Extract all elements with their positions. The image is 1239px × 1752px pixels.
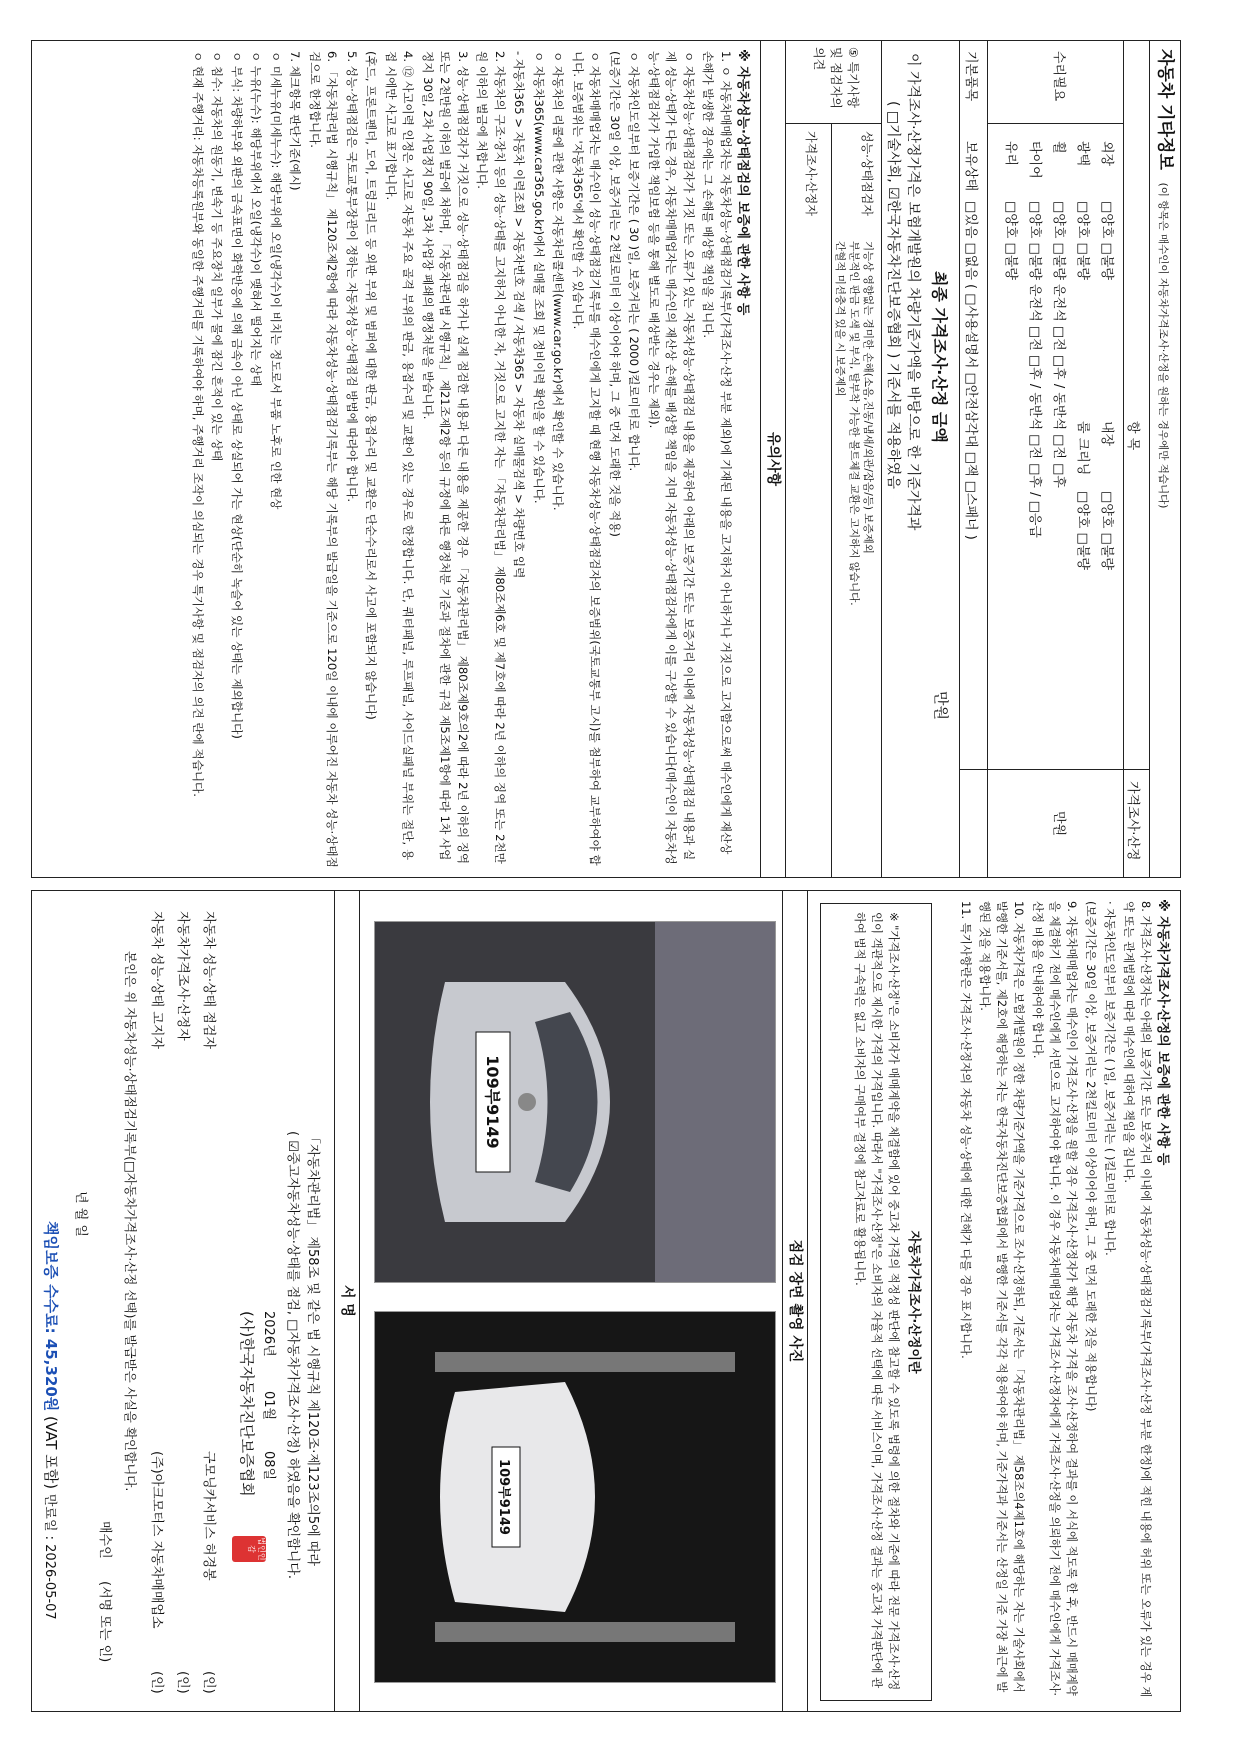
other-info-titlebar bbox=[1149, 41, 1180, 877]
rear-photo bbox=[374, 1311, 776, 1683]
front-photo bbox=[374, 921, 776, 1283]
notice-item: ㅇ 자동차매매업자는 매수인이 성능·상태점검기록부를 매수인에게 고지할 때 현행 자동차성능·상태점검자의 보증범위(국토교통부 고시)를 첨부하여 교부하여야 합니다. 보증범위는 '자동차365'에서 확인할 수 있습니다. bbox=[571, 51, 603, 866]
notice-item: ㅇ 현재 주행거리: 자동차등록원부와 동일한 주행거리를 기록하여야 하며, 주행거리 조작이 의심되는 경우 특기사항 및 점검자의 의견 란에 적습니다. bbox=[191, 51, 205, 797]
notifier-sign[interactable]: (인) bbox=[149, 1671, 164, 1694]
divider bbox=[786, 123, 882, 124]
rear-car-image bbox=[375, 1312, 775, 1682]
front-car-image bbox=[375, 922, 775, 1282]
special-inspector-label: 성능·상태점검자 bbox=[860, 131, 874, 216]
notice-item: ㅇ 자동차365(www.car365.go.kr)에서 실매물 조회 및 정비이력 확인을 할 수 있습니다. bbox=[532, 51, 546, 504]
org-seal-stamp: 법인인감 bbox=[232, 1536, 266, 1562]
receipt-text[interactable]: 본인은 위 자동차성능·상태점검기록부(□자동차가격조사·산정 선택)를 발급받은 사실을 확인합니다. bbox=[123, 951, 138, 1492]
notice-section: ※ 자동차성능·상태점검의 보증에 관한 사항 등 bbox=[735, 49, 750, 316]
notice-item: - 자동차365 > 자동차 이력조회 > 자동차번호 검색 / 자동차365 > 자동차 실매물검색 > 차량번호 입력 bbox=[512, 51, 527, 579]
other-info-title: 자동차 기타정보 bbox=[1155, 49, 1175, 170]
basis-options[interactable]: ( □기술사회, ☑한국자동차진단보증협회 ) 기준서를 적용하였음 bbox=[885, 101, 901, 489]
divider bbox=[831, 123, 832, 877]
notice-item: 3. 성능·상태점검자가 거짓으로 성능·상태점검을 하거나 실제 점검한 내용과 다른 내용을 제공한 경우 「자동차관리법」 제80조제9호의2에 따라 2년 이하의 징역 또는 2천만원 이하의 벌금에 처하며, 「자동차관리법 시행규칙」 제21조제2항 등의 규정에 따른 행정처분 기준과 절차에 관한 규칙 제5조제1항에 따라 1차 사업정지 30일, 2차 사업정지 90일, 3차 사업장 폐쇄의 행정처분을 받습니다. bbox=[421, 51, 470, 865]
price-column-header: 가격조사·산정 bbox=[1125, 781, 1140, 861]
repair-row-cleaning-options[interactable]: □양호 □불량 bbox=[1075, 491, 1090, 570]
appraisal-notice-text: ※ "가격조사·산정"은 소비자가 매매계약을 체결함에 있어 중고차 가격의 적정성 판단에 참고할 수 있도록 법령에 의한 절차와 기준에 따라 전문 가격조사·산정인이 객관적으로 제시한 가격의 가격입니다. 따라서 "가격조사·산정"은 소비자의 자율적 선택에 따른 서비스이며, 가격조사·산정 결과는 중고차 가격판단에 관하여 법적 구속력은 없고 소비자의 구매여부 결정에 참고자료로 활용됩니다. bbox=[853, 912, 901, 1691]
notice-item: 4. ⑫ 사고이력 인정은 사고로 자동차 주요 골격 부위의 판금, 용접수리 및 교환이 있는 경우로 한정합니다. 단, 쿼터패널, 루프패널, 사이드실패널 부위는 절단, 용접 시에만 사고로 표기합니다. bbox=[384, 51, 416, 861]
notice-item: ㅇ 침수: 자동차의 원동기, 변속기 등 주요장치 일부가 물에 잠긴 흔적이 있는 상태 bbox=[210, 51, 225, 462]
law-text: 「자동차관리법」 제58조 및 같은 법 시행규칙 제120조·제123조의5에 따라 bbox=[305, 1131, 320, 1566]
appraisal-items bbox=[955, 901, 1154, 1701]
repair-row-glass-options[interactable]: □양호 □불량 bbox=[1003, 201, 1018, 280]
notice-item: 1. ㅇ 자동차매매업자는 자동차성능·상태점검기록부(가격조사·산정 부분 제외)에 기재된 내용을 고지하지 아니하거나 거짓으로 고지함으로써 매수인에게 재산상 손해가 발생한 경우에는 그 손해를 배상할 책임을 집니다. bbox=[701, 51, 733, 855]
buyer-label: 매수인 bbox=[97, 1521, 112, 1559]
repair-row-glass-label: 유리 bbox=[1003, 141, 1018, 167]
repair-row-exterior-label: 외장 bbox=[1099, 141, 1114, 167]
divider bbox=[881, 41, 882, 877]
fee-vat: (VAT 포함) bbox=[42, 1416, 60, 1490]
appraisal-notice-box bbox=[820, 903, 932, 1701]
repair-row-interior-options[interactable]: □양호 □불량 bbox=[1099, 491, 1114, 570]
other-info-note: (이 항목은 매수인이 자동차가격조사·산정을 원하는 경우에만 적습니다) bbox=[1157, 182, 1169, 509]
notice-item: ㅇ 미세누유(미세누수): 해당부위에 오일(냉각수)이 비치는 정도로서 부품 노후로 인한 현상 bbox=[269, 51, 283, 510]
inspector-name: 구모닝카서비스 허경봉 bbox=[201, 1451, 216, 1581]
repair-row-polish-label: 광택 bbox=[1075, 141, 1090, 167]
notifier-label: 자동차 성능·상태 고지자 bbox=[149, 911, 164, 1049]
divider bbox=[960, 769, 1150, 770]
confirm-text[interactable]: ( ☑중고자동차성능·상태를 점검, □자동차가격조사·산정) 하였음을 확인합니다. bbox=[285, 1131, 300, 1580]
appraisal-item: 9. 자동차매매업자는 매수인이 가격조사·산정을 원할 경우 가격조사·산정자가 해당 자동차 가격을 조사·산정하여 결과를 이 서식에 적도록 한 후, 반드시 매매계약을 체결하기 전에 매수인에게 서면으로 고지하여야 합니다. 이 경우 자동차매매업자는 가격조사·산정자에게 가격조사·산정을 의뢰하기 전에 매수인에게 가격조사·산정 비용을 안내하여야 합니다. bbox=[1031, 901, 1079, 1697]
repair-group-label: 수리필요 bbox=[1051, 51, 1066, 102]
final-price-label: 최종 가격조사·산정 금액 bbox=[930, 271, 949, 443]
receipt-date: 년 월 일 bbox=[73, 1191, 88, 1237]
date-day: 08일 bbox=[261, 1451, 276, 1481]
repair-row-polish-options[interactable]: □양호 □불량 bbox=[1075, 201, 1090, 280]
buyer-sign[interactable]: (서명 또는 인) bbox=[97, 1581, 112, 1663]
appraisal-item: (보증기간은 30일 이상, 보증거리는 2천킬로미터 이상이어야 하며, 그 중 먼저 도래한 것을 적용합니다) bbox=[1084, 901, 1098, 1412]
repair-row-wheel-label: 휠 bbox=[1051, 141, 1066, 154]
notice-item: 6. 「자동차관리법 시행규칙」 제120조제2항에 따라 자동차성능·상태점검기록부는 해당 기록부의 발급일을 기준으로 120일 이내에 이루어진 자동차 성능·상태점검으로 한정합니다. bbox=[308, 51, 340, 868]
inspector-sign[interactable]: (인) bbox=[201, 1671, 216, 1694]
fee-line bbox=[41, 1221, 62, 1620]
items-column-header: 항 목 bbox=[1125, 421, 1140, 451]
notice-item: 5. 성능·상태점검은 국토교통부장관이 정하는 자동차성능·상태점검 방법에 따라야 합니다. bbox=[345, 51, 359, 503]
front-plate: 109부9149 bbox=[483, 1055, 502, 1149]
notice-item: (보증기간은 30일 이상, 보증거리는 2천킬로미터 이상이어야 하며, 그 중 먼저 도래한 것을 적용) bbox=[608, 51, 622, 537]
notice-list bbox=[187, 51, 735, 869]
appraiser-sign[interactable]: (인) bbox=[175, 1671, 190, 1694]
fee-amount: 책임보증 수수료: 45,320원 bbox=[42, 1221, 60, 1412]
basic-row-label: 보유상태 bbox=[963, 141, 978, 192]
notice-item: ㅇ 누유(누수): 해당부위에서 오일(냉각수)이 맺혀서 떨어지는 상태 bbox=[249, 51, 264, 387]
repair-row-wheel-options[interactable]: □양호 □불량 운전석 □전 □후 / 동반석 □전 □후 bbox=[1051, 201, 1066, 488]
date-year: 2026년 bbox=[261, 1311, 276, 1357]
appraisal-section: ※ 자동차가격조사·산정의 보증에 관한 사항 등 bbox=[1155, 899, 1170, 1166]
repair-row-interior-label: 내장 bbox=[1099, 421, 1114, 447]
repair-row-tire-options[interactable]: □양호 □불량 운전석 □전 □후 / 동반석 □전 □후 / □응급 bbox=[1027, 201, 1042, 538]
repair-row-exterior-options[interactable]: □양호 □불량 bbox=[1099, 201, 1114, 280]
notice-item: 7. 체크항목 판단기준(예시) bbox=[288, 51, 303, 191]
rear-plate: 109부9149 bbox=[496, 1459, 511, 1535]
appraisal-item: 8. 가격조사·산정자는 아래의 보증기간 또는 보증거리 이내에 자동차성능·상태점검기록부(가격조사·산정 부분 한정)에 적힌 내용에 허위 또는 오류가 있는 경우 계약 또는 관계법령에 따라 매수인에 대하여 책임을 집니다. bbox=[1122, 901, 1153, 1698]
divider bbox=[959, 41, 960, 877]
special-appraiser-label: 가격조사·산정자 bbox=[804, 131, 818, 216]
appraisal-item: · 자동차인도일부터 보증기간은 ( )일, 보증거리는 ( )킬로미터로 합니다. bbox=[1103, 901, 1117, 1256]
basic-row-options[interactable]: □있음 □없음 ( □사용설명서 □안전삼각대 □잭 □스패너 ) bbox=[963, 201, 978, 540]
inspector-label: 자동차 성능·상태 점검자 bbox=[201, 911, 216, 1049]
notice-item: ㅇ 자동차인도일부터 보증기간은 ( 30 )일, 보증거리는 ( 2000 )킬로미터로 합니다. bbox=[627, 51, 642, 472]
other-info-panel bbox=[31, 40, 1181, 878]
notice-item: ㅇ 자동차의 리콜에 관한 사항은 자동차리콜센터(www.car.go.kr)에서 확인할 수 있습니다. bbox=[551, 51, 566, 511]
divider bbox=[987, 41, 988, 877]
notice-item: (후드, 프론트펜더, 도어, 트렁크리드 등 외판 부위 및 범퍼에 대한 판금, 용접수리 및 교환은 단순수리로서 사고에 포함되지 않습니다) bbox=[364, 51, 379, 720]
notice-item: ㅇ 부식: 차량하부와 외판의 금속표면이 화학반응에 의해 금속이 아닌 상태로 상실되어 가는 현상(단순히 녹슬어 있는 상태는 제외합니다) bbox=[230, 51, 244, 739]
special-notes-label: ⑤ 특기사항 및 점검자의 의견 bbox=[812, 47, 860, 109]
price-unit: 만원 bbox=[1051, 811, 1066, 837]
sign-heading: 서 명 bbox=[334, 891, 360, 1711]
divider bbox=[1123, 41, 1124, 877]
fee-expiry: 만료일 : 2026-05-07 bbox=[42, 1493, 57, 1620]
basis-text: 이 가격조사·산정가격은 보험개발원의 차량기준가액을 바탕으로 한 기준가격과 bbox=[905, 53, 921, 531]
repair-row-tire-label: 타이어 bbox=[1027, 141, 1042, 179]
date-month: 01월 bbox=[261, 1391, 276, 1421]
appraisal-panel bbox=[31, 890, 1181, 1712]
appraisal-item: 10. 자동차가격은 보험개발원이 정한 차량기준가액을 기준가격으로 조사·산정하되, 기준서는 「자동차관리법」 제58조의4제1호에 해당하는 자는 기술사회에서 발행한 기준서를, 제2호에 해당하는 자는 한국자동차진단보증협회에서 발행한 기준서를 각각 적용하여야 하며, 기준가격과 기준서는 산정일 기준 가장 최근에 발행된 것을 적용합니다. bbox=[978, 901, 1026, 1693]
notice-item: ㅇ 자동차성능·상태점검자가 거짓 또는 오류가 있는 자동차성능·상태점검 내용을 제공하여 아래의 보증기간 또는 보증거리 이내에 자동차성능·상태점검 내용과 실제 성능·상태가 다른 경우, 자동차매매업자는 매수인의 재산상 손해를 배상할 책임을 지며 자동차성능·상태점검자에게 이를 구상할 수 있습니다(매수인이 자동차성능·상태점검자가 가입한 책임보험 등을 통해 별도로 배상받는 경우는 제외). bbox=[647, 51, 696, 865]
notice-item: 2. 자동차의 구조·장치 등의 성능·상태를 고지하지 아니한 자, 거짓으로 고지한 자는 「자동차관리법」 제80조제6호 및 제7호에 따라 2년 이하의 징역 또는 2천만원 이하의 벌금에 처합니다. bbox=[475, 51, 507, 864]
special-inspector-text-2: 부분적인 판금 도색 및 부식, 탈부착 가능한 볼트체결 교환은 고지하지 않습니다. bbox=[848, 241, 860, 606]
photo-heading: 점검 장면 촬영 사진 bbox=[782, 891, 808, 1711]
divider bbox=[988, 123, 1124, 124]
repair-row-cleaning-label: 룸 크리닝 bbox=[1075, 421, 1090, 476]
appraisal-notice-heading: 자동차가격조사·산정이란 bbox=[906, 1230, 921, 1374]
notice-heading: 유의사항 bbox=[760, 41, 786, 877]
basic-group-label: 기본품목 bbox=[963, 51, 978, 102]
special-inspector-text-1: 기능상 영향없는 경미한 손해(소음,진동/냄새/외관/잡음/등) 보증제외 bbox=[862, 241, 874, 554]
organization-name: (사)한국자동차진단보증협회 bbox=[238, 1311, 256, 1497]
appraisal-item: 11. 특기사항란은 가격조사·산정자의 자동차 성능·상태에 대한 견해가 다를 경우 표시합니다. bbox=[959, 901, 973, 1359]
notifier-name: (주)아크모터스 자동차매매업소 bbox=[149, 1451, 164, 1629]
special-inspector-text-3: 간혈적 미션충격 있을 시 보증제외 bbox=[834, 241, 846, 397]
final-price-unit: 만원 bbox=[932, 691, 950, 720]
appraiser-label: 자동차가격조사·산정자 bbox=[175, 911, 190, 1041]
